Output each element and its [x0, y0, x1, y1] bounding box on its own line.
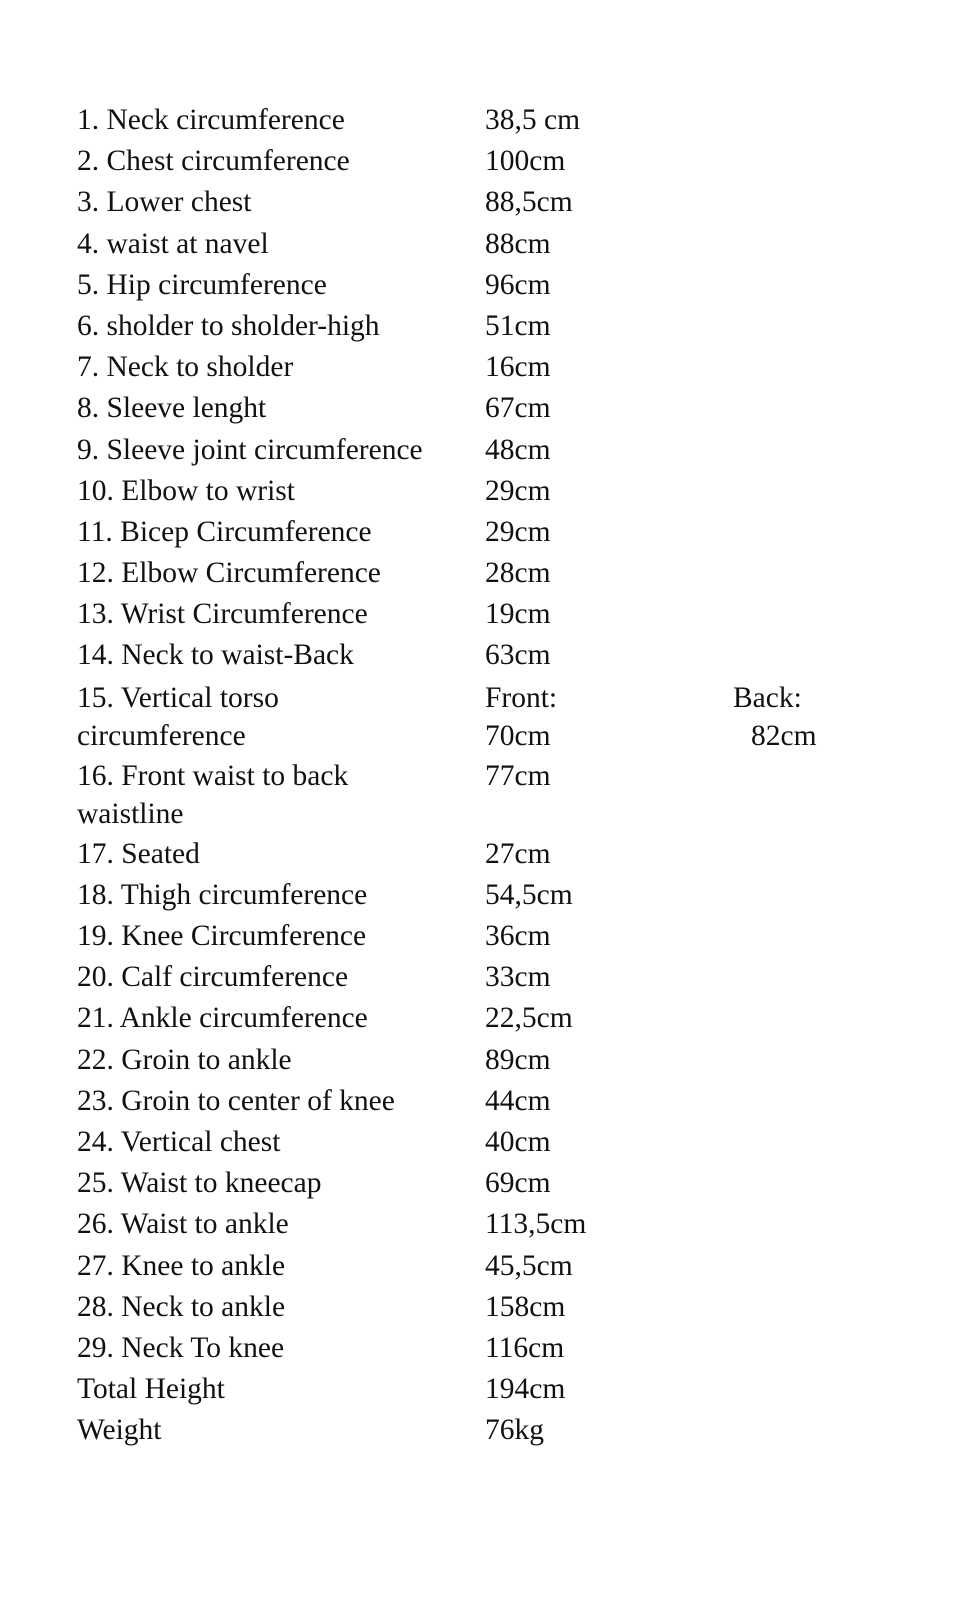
- measurement-row: [77, 1287, 937, 1328]
- measurement-label: 11. Bicep Circumference: [77, 515, 372, 548]
- weight-row: [77, 1410, 937, 1451]
- measurement-value: 113,5cm: [485, 1208, 587, 1241]
- measurement-value: 48cm: [485, 433, 551, 466]
- vertical-torso-label: [77, 677, 477, 755]
- measurement-label: 4. waist at navel: [77, 227, 269, 260]
- vertical-torso-back: [733, 677, 817, 755]
- measurement-label: 1. Neck circumference: [77, 104, 345, 136]
- measurement-row: [77, 1204, 937, 1245]
- measurement-value: 54,5cm: [485, 878, 573, 911]
- measurement-label: 12. Elbow Circumference: [77, 557, 381, 590]
- vertical-torso-row: [77, 677, 937, 756]
- measurement-row: [77, 594, 937, 635]
- measurement-value: 76kg: [485, 1414, 544, 1447]
- measurement-value: 67cm: [485, 392, 551, 425]
- measurement-row: [77, 182, 937, 223]
- measurement-label: 29. Neck To knee: [77, 1331, 285, 1364]
- measurement-row: [77, 224, 937, 265]
- measurement-value: 158cm: [485, 1290, 566, 1323]
- measurement-row: [77, 553, 937, 594]
- measurement-value: 40cm: [485, 1125, 551, 1158]
- front-waist-label-line2: waistline: [77, 798, 184, 831]
- back-value: 82cm: [751, 719, 817, 752]
- measurement-row: [77, 834, 937, 875]
- measurement-value: 44cm: [485, 1084, 551, 1117]
- measurement-row: [77, 998, 937, 1039]
- measurement-row: [77, 1040, 937, 1081]
- measurement-row: [77, 1081, 937, 1122]
- back-label: Back:: [733, 681, 802, 714]
- measurement-label: 2. Chest circumference: [77, 145, 350, 178]
- measurement-value: 45,5cm: [485, 1249, 573, 1282]
- measurement-value: 27cm: [485, 837, 551, 870]
- front-waist-label-line1: 16. Front waist to back: [77, 760, 349, 793]
- measurement-value: 38,5 cm: [485, 104, 581, 136]
- measurement-row: [77, 471, 937, 512]
- measurement-value: 29cm: [485, 515, 551, 548]
- front-waist-row: [77, 755, 937, 834]
- front-waist-value: 77cm: [485, 760, 551, 793]
- measurement-value: 89cm: [485, 1043, 551, 1076]
- measurement-row: [77, 347, 937, 388]
- measurement-value: 116cm: [485, 1331, 565, 1364]
- measurement-label: 8. Sleeve lenght: [77, 392, 267, 425]
- measurement-label: 20. Calf circumference: [77, 961, 349, 994]
- measurement-label: 19. Knee Circumference: [77, 920, 367, 952]
- measurement-label: 6. sholder to sholder-high: [77, 309, 380, 342]
- measurement-value: 88cm: [485, 227, 551, 260]
- measurement-row: [77, 1122, 937, 1163]
- measurement-label: 27. Knee to ankle: [77, 1249, 286, 1282]
- measurement-row: [77, 265, 937, 306]
- measurement-label: 17. Seated: [77, 837, 200, 870]
- vertical-torso-label-line2: circumference: [77, 719, 246, 752]
- measurement-value: 96cm: [485, 268, 551, 301]
- front-value: 70cm: [485, 719, 551, 752]
- measurement-row: [77, 512, 937, 553]
- front-label: Front:: [485, 681, 558, 714]
- measurement-value: 63cm: [485, 639, 551, 672]
- measurement-row: [77, 430, 937, 471]
- measurement-label: 10. Elbow to wrist: [77, 474, 295, 507]
- measurement-row: [77, 1328, 937, 1369]
- measurement-value: 36cm: [485, 920, 551, 952]
- measurement-label: 28. Neck to ankle: [77, 1290, 286, 1323]
- measurement-label: 9. Sleeve joint circumference: [77, 433, 423, 466]
- measurement-value: 28cm: [485, 557, 551, 590]
- measurement-row: [77, 875, 937, 916]
- measurement-label: 18. Thigh circumference: [77, 878, 368, 911]
- measurement-value: 22,5cm: [485, 1002, 573, 1035]
- measurement-value: 100cm: [485, 145, 566, 178]
- measurement-row: [77, 1163, 937, 1204]
- measurement-row: [77, 100, 937, 141]
- measurement-row: [77, 635, 937, 676]
- measurement-row: [77, 388, 937, 429]
- front-waist-label: [77, 755, 477, 833]
- measurement-value: 19cm: [485, 598, 551, 631]
- vertical-torso-label-line1: 15. Vertical torso: [77, 681, 279, 714]
- measurement-row: [77, 141, 937, 182]
- measurement-value: 16cm: [485, 351, 551, 384]
- total-height-row: [77, 1369, 937, 1410]
- measurement-value: 33cm: [485, 961, 551, 994]
- measurement-label: 25. Waist to kneecap: [77, 1167, 322, 1200]
- measurement-value: 88,5cm: [485, 186, 573, 219]
- measurement-row: [77, 957, 937, 998]
- measurement-row: [77, 916, 937, 957]
- measurement-label: 3. Lower chest: [77, 186, 252, 219]
- measurement-value: 194cm: [485, 1373, 566, 1406]
- measurement-label: 13. Wrist Circumference: [77, 598, 368, 631]
- measurement-value: 29cm: [485, 474, 551, 507]
- measurement-label: 26. Waist to ankle: [77, 1208, 289, 1241]
- measurement-label: Total Height: [77, 1373, 225, 1406]
- measurement-value: 69cm: [485, 1167, 551, 1200]
- measurement-row: [77, 306, 937, 347]
- measurement-row: [77, 1246, 937, 1287]
- measurement-label: Weight: [77, 1414, 162, 1447]
- measurement-label: 21. Ankle circumference: [77, 1002, 368, 1035]
- vertical-torso-front: [485, 677, 557, 755]
- measurement-value: 51cm: [485, 309, 551, 342]
- measurement-label: 24. Vertical chest: [77, 1125, 281, 1158]
- measurements-document: [77, 100, 937, 1451]
- measurement-label: 5. Hip circumference: [77, 268, 327, 301]
- measurement-label: 14. Neck to waist-Back: [77, 639, 354, 672]
- measurement-label: 7. Neck to sholder: [77, 351, 294, 384]
- measurement-label: 22. Groin to ankle: [77, 1043, 292, 1076]
- measurement-label: 23. Groin to center of knee: [77, 1084, 395, 1117]
